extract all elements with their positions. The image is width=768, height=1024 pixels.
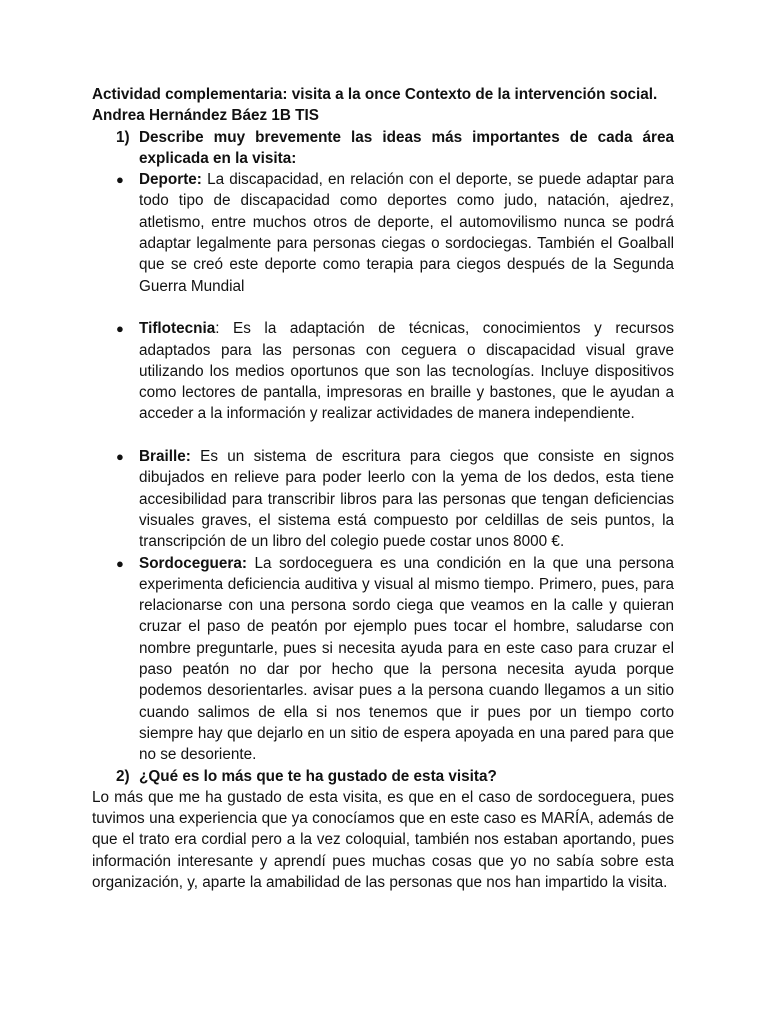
bullet-icon: ● <box>116 449 124 465</box>
document-page <box>92 84 674 893</box>
bullet-text: Es un sistema de escritura para ciegos que consiste en signos dibujados en relieve para poder leerlo con la yema de los dedos, esta tiene accesibilidad para transcribir libros para las personas que tengan deficiencias visuales graves, el sistema está compuesto por celdillas de seis puntos, la transcripción de un libro del colegio puede costar unos 8000 €. <box>139 448 674 551</box>
bullet-text: : Es la adaptación de técnicas, conocimientos y recursos adaptados para las personas con ceguera o discapacidad visual grave utilizando los medios oportunos que son las tecnologías. Incluye dispositivos como lectores de pantalla, impresoras en braille y bastones, que le ayudan a acceder a la información y realizar actividades de manera independiente. <box>139 320 674 423</box>
bullet-text: La sordoceguera es una condición en la que una persona experimenta deficiencia auditiva y visual al mismo tiempo. Primero, pues, para relacionarse con una persona sordo ciega que veamos en la calle y quieran cruzar el paso de peatón por ejemplo pues tocar el hombre, saludarse con nombre preguntarle, pues si necesita ayuda para en este caso para cruzar el paso peatón no dar por hecho que la persona necesita ayuda porque podemos desorientarles. avisar pues a la persona cuando llegamos a un sitio cuando salimos de ella si nos tenemos que ir pues por un tiempo corto siempre hay que dejarlo en un sitio de espera apoyada en una pared para que no se desoriente. <box>139 554 674 764</box>
title-line-1: Actividad complementaria: visita a la once Contexto de la intervención social. <box>92 86 658 103</box>
bullet-tiflotecnia <box>92 318 674 424</box>
bullet-text: La discapacidad, en relación con el deporte, se puede adaptar para todo tipo de discapacidad como deportes como judo, natación, ajedrez, atletismo, entre muchos otros de deporte, el automovilismo nunca se podrá adaptar legalmente para personas ciegas o sordociegas. También el Goalball que se creó este deporte como terapia para ciegos después de la Segunda Guerra Mundial <box>139 171 674 295</box>
title-line-2: Andrea Hernández Báez 1B TIS <box>92 107 319 125</box>
spacer <box>92 297 674 318</box>
bullet-braille <box>92 446 674 552</box>
bullet-icon: ● <box>116 172 124 188</box>
question-1-text: Describe muy brevemente las ideas más importantes de cada área explicada en la visita: <box>139 128 674 167</box>
bullet-sordoceguera <box>92 553 674 766</box>
question-2-number: 2) <box>116 767 130 785</box>
answer-paragraph: Lo más que me ha gustado de esta visita, es que en el caso de sordoceguera, pues tuvimos una experiencia que ya conocíamos que en este caso es MARÍA, además de que el trato era cordial pero a la vez coloquial, también nos estaban aportando, pues información interesante y aprendí pues muchas cosas que yo no sabía sobre esta organización, y, aparte la amabilidad de las personas que nos han impartido la visita. <box>92 788 674 891</box>
bullet-term: Sordoceguera: <box>139 554 247 572</box>
document-title <box>92 84 674 127</box>
question-1 <box>92 127 674 170</box>
question-2-text: ¿Qué es lo más que te ha gustado de esta visita? <box>139 767 497 785</box>
bullet-icon: ● <box>116 321 124 337</box>
spacer <box>92 425 674 446</box>
question-2 <box>92 766 674 787</box>
question-1-number: 1) <box>116 128 130 146</box>
bullet-term: Braille: <box>139 448 191 466</box>
bullet-term: Deporte: <box>139 171 202 189</box>
bullet-icon: ● <box>116 555 124 571</box>
bullet-deporte <box>92 169 674 297</box>
bullet-term: Tiflotecnia <box>139 320 216 338</box>
